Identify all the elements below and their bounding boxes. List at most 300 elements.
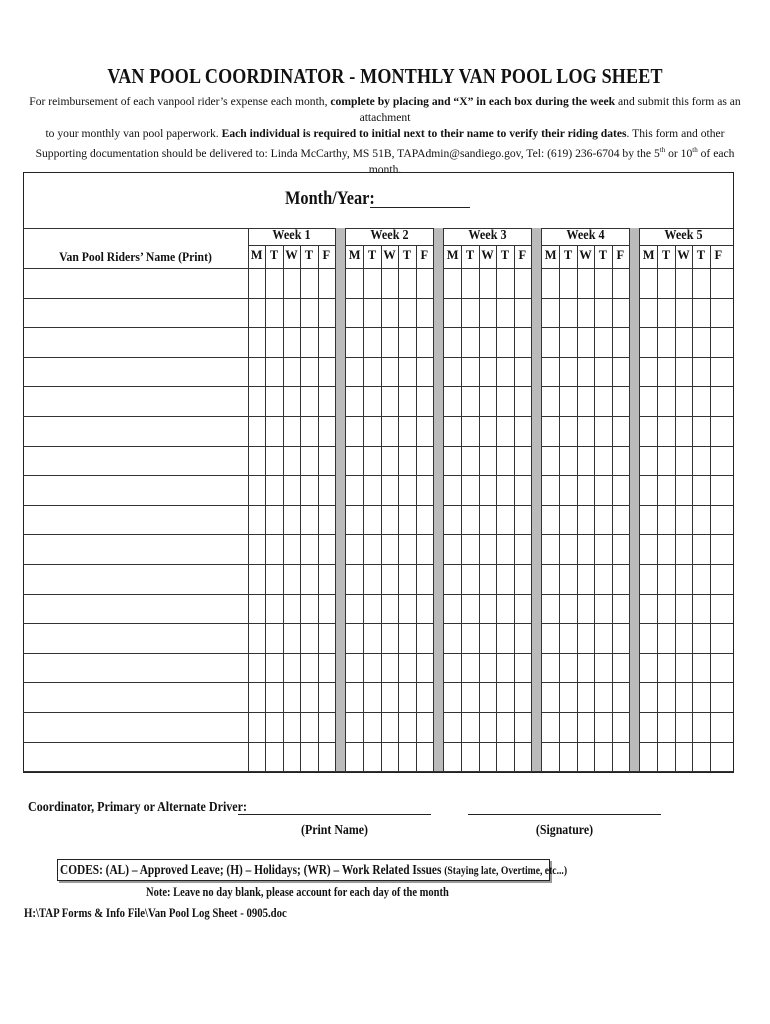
day-checkbox-cell[interactable] [417, 269, 432, 297]
day-checkbox-cell[interactable] [595, 328, 610, 356]
print-name-field[interactable] [238, 814, 431, 815]
day-checkbox-cell[interactable] [462, 417, 477, 445]
day-checkbox-cell[interactable] [480, 476, 495, 504]
day-checkbox-cell[interactable] [249, 624, 264, 652]
day-checkbox-cell[interactable] [249, 358, 264, 386]
day-checkbox-cell[interactable] [266, 654, 281, 682]
day-checkbox-cell[interactable] [480, 713, 495, 741]
day-checkbox-cell[interactable] [319, 565, 334, 593]
day-checkbox-cell[interactable] [480, 328, 495, 356]
day-checkbox-cell[interactable] [382, 535, 397, 563]
day-checkbox-cell[interactable] [364, 476, 379, 504]
day-checkbox-cell[interactable] [543, 565, 558, 593]
day-checkbox-cell[interactable] [711, 269, 726, 297]
day-checkbox-cell[interactable] [641, 743, 656, 771]
day-checkbox-cell[interactable] [249, 269, 264, 297]
rider-name-cell[interactable] [24, 447, 247, 475]
day-checkbox-cell[interactable] [462, 683, 477, 711]
day-checkbox-cell[interactable] [658, 358, 673, 386]
day-checkbox-cell[interactable] [641, 565, 656, 593]
day-checkbox-cell[interactable] [417, 506, 432, 534]
day-checkbox-cell[interactable] [266, 447, 281, 475]
day-checkbox-cell[interactable] [613, 299, 628, 327]
day-checkbox-cell[interactable] [515, 713, 530, 741]
day-checkbox-cell[interactable] [462, 654, 477, 682]
day-checkbox-cell[interactable] [595, 624, 610, 652]
day-checkbox-cell[interactable] [249, 595, 264, 623]
day-checkbox-cell[interactable] [578, 624, 593, 652]
day-checkbox-cell[interactable] [382, 417, 397, 445]
day-checkbox-cell[interactable] [382, 683, 397, 711]
day-checkbox-cell[interactable] [266, 624, 281, 652]
day-checkbox-cell[interactable] [399, 269, 414, 297]
rider-name-cell[interactable] [24, 743, 247, 771]
day-checkbox-cell[interactable] [578, 654, 593, 682]
day-checkbox-cell[interactable] [445, 447, 460, 475]
day-checkbox-cell[interactable] [364, 595, 379, 623]
day-checkbox-cell[interactable] [249, 299, 264, 327]
day-checkbox-cell[interactable] [560, 358, 575, 386]
day-checkbox-cell[interactable] [641, 476, 656, 504]
day-checkbox-cell[interactable] [560, 535, 575, 563]
day-checkbox-cell[interactable] [364, 387, 379, 415]
rider-name-cell[interactable] [24, 299, 247, 327]
day-checkbox-cell[interactable] [382, 506, 397, 534]
day-checkbox-cell[interactable] [462, 328, 477, 356]
day-checkbox-cell[interactable] [560, 299, 575, 327]
day-checkbox-cell[interactable] [711, 328, 726, 356]
day-checkbox-cell[interactable] [676, 535, 691, 563]
day-checkbox-cell[interactable] [497, 565, 512, 593]
day-checkbox-cell[interactable] [445, 387, 460, 415]
day-checkbox-cell[interactable] [301, 713, 316, 741]
day-checkbox-cell[interactable] [266, 595, 281, 623]
day-checkbox-cell[interactable] [284, 476, 299, 504]
day-checkbox-cell[interactable] [347, 713, 362, 741]
day-checkbox-cell[interactable] [462, 358, 477, 386]
day-checkbox-cell[interactable] [417, 358, 432, 386]
day-checkbox-cell[interactable] [284, 387, 299, 415]
rider-name-cell[interactable] [24, 328, 247, 356]
day-checkbox-cell[interactable] [347, 654, 362, 682]
day-checkbox-cell[interactable] [462, 535, 477, 563]
day-checkbox-cell[interactable] [462, 595, 477, 623]
rider-name-cell[interactable] [24, 417, 247, 445]
day-checkbox-cell[interactable] [613, 713, 628, 741]
day-checkbox-cell[interactable] [364, 654, 379, 682]
day-checkbox-cell[interactable] [364, 299, 379, 327]
day-checkbox-cell[interactable] [382, 565, 397, 593]
day-checkbox-cell[interactable] [364, 417, 379, 445]
day-checkbox-cell[interactable] [543, 299, 558, 327]
day-checkbox-cell[interactable] [676, 624, 691, 652]
day-checkbox-cell[interactable] [319, 535, 334, 563]
day-checkbox-cell[interactable] [445, 654, 460, 682]
day-checkbox-cell[interactable] [399, 417, 414, 445]
day-checkbox-cell[interactable] [462, 506, 477, 534]
day-checkbox-cell[interactable] [711, 299, 726, 327]
day-checkbox-cell[interactable] [658, 447, 673, 475]
day-checkbox-cell[interactable] [515, 269, 530, 297]
day-checkbox-cell[interactable] [693, 299, 708, 327]
day-checkbox-cell[interactable] [284, 447, 299, 475]
day-checkbox-cell[interactable] [543, 328, 558, 356]
day-checkbox-cell[interactable] [249, 387, 264, 415]
day-checkbox-cell[interactable] [364, 624, 379, 652]
day-checkbox-cell[interactable] [399, 624, 414, 652]
day-checkbox-cell[interactable] [462, 565, 477, 593]
day-checkbox-cell[interactable] [462, 447, 477, 475]
day-checkbox-cell[interactable] [578, 743, 593, 771]
day-checkbox-cell[interactable] [641, 683, 656, 711]
day-checkbox-cell[interactable] [249, 506, 264, 534]
day-checkbox-cell[interactable] [284, 358, 299, 386]
day-checkbox-cell[interactable] [693, 447, 708, 475]
day-checkbox-cell[interactable] [693, 743, 708, 771]
day-checkbox-cell[interactable] [284, 683, 299, 711]
day-checkbox-cell[interactable] [543, 358, 558, 386]
day-checkbox-cell[interactable] [382, 447, 397, 475]
day-checkbox-cell[interactable] [266, 328, 281, 356]
day-checkbox-cell[interactable] [693, 713, 708, 741]
day-checkbox-cell[interactable] [249, 713, 264, 741]
day-checkbox-cell[interactable] [515, 743, 530, 771]
day-checkbox-cell[interactable] [319, 683, 334, 711]
rider-name-cell[interactable] [24, 476, 247, 504]
day-checkbox-cell[interactable] [515, 447, 530, 475]
day-checkbox-cell[interactable] [658, 624, 673, 652]
day-checkbox-cell[interactable] [693, 654, 708, 682]
day-checkbox-cell[interactable] [445, 417, 460, 445]
day-checkbox-cell[interactable] [284, 565, 299, 593]
day-checkbox-cell[interactable] [711, 417, 726, 445]
day-checkbox-cell[interactable] [284, 269, 299, 297]
day-checkbox-cell[interactable] [382, 654, 397, 682]
day-checkbox-cell[interactable] [266, 743, 281, 771]
day-checkbox-cell[interactable] [641, 535, 656, 563]
day-checkbox-cell[interactable] [364, 506, 379, 534]
day-checkbox-cell[interactable] [266, 506, 281, 534]
day-checkbox-cell[interactable] [266, 476, 281, 504]
day-checkbox-cell[interactable] [399, 328, 414, 356]
day-checkbox-cell[interactable] [543, 417, 558, 445]
day-checkbox-cell[interactable] [417, 387, 432, 415]
day-checkbox-cell[interactable] [301, 654, 316, 682]
day-checkbox-cell[interactable] [319, 595, 334, 623]
day-checkbox-cell[interactable] [515, 476, 530, 504]
day-checkbox-cell[interactable] [399, 683, 414, 711]
day-checkbox-cell[interactable] [399, 713, 414, 741]
day-checkbox-cell[interactable] [319, 299, 334, 327]
day-checkbox-cell[interactable] [399, 565, 414, 593]
day-checkbox-cell[interactable] [399, 299, 414, 327]
day-checkbox-cell[interactable] [301, 476, 316, 504]
day-checkbox-cell[interactable] [497, 269, 512, 297]
day-checkbox-cell[interactable] [347, 387, 362, 415]
day-checkbox-cell[interactable] [266, 565, 281, 593]
day-checkbox-cell[interactable] [658, 417, 673, 445]
day-checkbox-cell[interactable] [417, 447, 432, 475]
day-checkbox-cell[interactable] [364, 683, 379, 711]
day-checkbox-cell[interactable] [560, 565, 575, 593]
day-checkbox-cell[interactable] [613, 743, 628, 771]
day-checkbox-cell[interactable] [613, 595, 628, 623]
day-checkbox-cell[interactable] [578, 299, 593, 327]
day-checkbox-cell[interactable] [693, 506, 708, 534]
day-checkbox-cell[interactable] [613, 476, 628, 504]
day-checkbox-cell[interactable] [417, 565, 432, 593]
day-checkbox-cell[interactable] [497, 358, 512, 386]
day-checkbox-cell[interactable] [382, 299, 397, 327]
day-checkbox-cell[interactable] [266, 683, 281, 711]
day-checkbox-cell[interactable] [560, 743, 575, 771]
day-checkbox-cell[interactable] [515, 624, 530, 652]
day-checkbox-cell[interactable] [578, 683, 593, 711]
day-checkbox-cell[interactable] [249, 476, 264, 504]
day-checkbox-cell[interactable] [693, 387, 708, 415]
day-checkbox-cell[interactable] [266, 417, 281, 445]
day-checkbox-cell[interactable] [693, 476, 708, 504]
day-checkbox-cell[interactable] [319, 624, 334, 652]
day-checkbox-cell[interactable] [319, 387, 334, 415]
day-checkbox-cell[interactable] [595, 565, 610, 593]
day-checkbox-cell[interactable] [301, 299, 316, 327]
day-checkbox-cell[interactable] [676, 299, 691, 327]
day-checkbox-cell[interactable] [319, 476, 334, 504]
day-checkbox-cell[interactable] [641, 654, 656, 682]
day-checkbox-cell[interactable] [560, 713, 575, 741]
day-checkbox-cell[interactable] [578, 269, 593, 297]
day-checkbox-cell[interactable] [266, 535, 281, 563]
day-checkbox-cell[interactable] [578, 506, 593, 534]
day-checkbox-cell[interactable] [578, 447, 593, 475]
day-checkbox-cell[interactable] [445, 624, 460, 652]
day-checkbox-cell[interactable] [595, 595, 610, 623]
day-checkbox-cell[interactable] [676, 743, 691, 771]
day-checkbox-cell[interactable] [480, 595, 495, 623]
day-checkbox-cell[interactable] [347, 535, 362, 563]
day-checkbox-cell[interactable] [319, 743, 334, 771]
day-checkbox-cell[interactable] [658, 328, 673, 356]
day-checkbox-cell[interactable] [578, 535, 593, 563]
day-checkbox-cell[interactable] [480, 269, 495, 297]
day-checkbox-cell[interactable] [515, 417, 530, 445]
day-checkbox-cell[interactable] [676, 358, 691, 386]
day-checkbox-cell[interactable] [641, 595, 656, 623]
rider-name-cell[interactable] [24, 683, 247, 711]
day-checkbox-cell[interactable] [658, 269, 673, 297]
day-checkbox-cell[interactable] [480, 624, 495, 652]
day-checkbox-cell[interactable] [595, 447, 610, 475]
day-checkbox-cell[interactable] [497, 328, 512, 356]
day-checkbox-cell[interactable] [249, 447, 264, 475]
day-checkbox-cell[interactable] [445, 299, 460, 327]
day-checkbox-cell[interactable] [347, 476, 362, 504]
day-checkbox-cell[interactable] [347, 506, 362, 534]
day-checkbox-cell[interactable] [417, 299, 432, 327]
day-checkbox-cell[interactable] [319, 328, 334, 356]
day-checkbox-cell[interactable] [676, 447, 691, 475]
day-checkbox-cell[interactable] [301, 743, 316, 771]
day-checkbox-cell[interactable] [301, 624, 316, 652]
day-checkbox-cell[interactable] [595, 683, 610, 711]
day-checkbox-cell[interactable] [693, 565, 708, 593]
day-checkbox-cell[interactable] [319, 654, 334, 682]
day-checkbox-cell[interactable] [445, 506, 460, 534]
day-checkbox-cell[interactable] [543, 535, 558, 563]
day-checkbox-cell[interactable] [266, 269, 281, 297]
day-checkbox-cell[interactable] [319, 447, 334, 475]
day-checkbox-cell[interactable] [613, 387, 628, 415]
rider-name-cell[interactable] [24, 713, 247, 741]
day-checkbox-cell[interactable] [249, 683, 264, 711]
day-checkbox-cell[interactable] [711, 713, 726, 741]
day-checkbox-cell[interactable] [249, 565, 264, 593]
day-checkbox-cell[interactable] [641, 387, 656, 415]
day-checkbox-cell[interactable] [284, 506, 299, 534]
day-checkbox-cell[interactable] [445, 565, 460, 593]
day-checkbox-cell[interactable] [399, 595, 414, 623]
day-checkbox-cell[interactable] [676, 269, 691, 297]
day-checkbox-cell[interactable] [266, 713, 281, 741]
day-checkbox-cell[interactable] [613, 535, 628, 563]
day-checkbox-cell[interactable] [382, 713, 397, 741]
day-checkbox-cell[interactable] [347, 358, 362, 386]
day-checkbox-cell[interactable] [445, 595, 460, 623]
day-checkbox-cell[interactable] [497, 535, 512, 563]
day-checkbox-cell[interactable] [595, 299, 610, 327]
day-checkbox-cell[interactable] [462, 269, 477, 297]
day-checkbox-cell[interactable] [613, 447, 628, 475]
day-checkbox-cell[interactable] [658, 476, 673, 504]
day-checkbox-cell[interactable] [364, 447, 379, 475]
day-checkbox-cell[interactable] [676, 654, 691, 682]
rider-name-cell[interactable] [24, 506, 247, 534]
day-checkbox-cell[interactable] [364, 565, 379, 593]
day-checkbox-cell[interactable] [382, 269, 397, 297]
day-checkbox-cell[interactable] [613, 328, 628, 356]
day-checkbox-cell[interactable] [711, 506, 726, 534]
day-checkbox-cell[interactable] [382, 387, 397, 415]
day-checkbox-cell[interactable] [658, 683, 673, 711]
day-checkbox-cell[interactable] [301, 683, 316, 711]
day-checkbox-cell[interactable] [266, 387, 281, 415]
day-checkbox-cell[interactable] [462, 387, 477, 415]
day-checkbox-cell[interactable] [676, 713, 691, 741]
day-checkbox-cell[interactable] [417, 743, 432, 771]
day-checkbox-cell[interactable] [658, 713, 673, 741]
day-checkbox-cell[interactable] [301, 447, 316, 475]
day-checkbox-cell[interactable] [497, 506, 512, 534]
day-checkbox-cell[interactable] [480, 743, 495, 771]
day-checkbox-cell[interactable] [676, 506, 691, 534]
day-checkbox-cell[interactable] [480, 447, 495, 475]
day-checkbox-cell[interactable] [480, 417, 495, 445]
day-checkbox-cell[interactable] [445, 713, 460, 741]
day-checkbox-cell[interactable] [543, 387, 558, 415]
day-checkbox-cell[interactable] [301, 328, 316, 356]
day-checkbox-cell[interactable] [711, 358, 726, 386]
day-checkbox-cell[interactable] [595, 743, 610, 771]
day-checkbox-cell[interactable] [711, 535, 726, 563]
day-checkbox-cell[interactable] [676, 328, 691, 356]
day-checkbox-cell[interactable] [595, 387, 610, 415]
day-checkbox-cell[interactable] [480, 683, 495, 711]
day-checkbox-cell[interactable] [445, 269, 460, 297]
day-checkbox-cell[interactable] [578, 595, 593, 623]
day-checkbox-cell[interactable] [399, 654, 414, 682]
day-checkbox-cell[interactable] [497, 299, 512, 327]
day-checkbox-cell[interactable] [284, 743, 299, 771]
day-checkbox-cell[interactable] [364, 358, 379, 386]
day-checkbox-cell[interactable] [641, 713, 656, 741]
day-checkbox-cell[interactable] [445, 743, 460, 771]
day-checkbox-cell[interactable] [658, 743, 673, 771]
day-checkbox-cell[interactable] [711, 624, 726, 652]
day-checkbox-cell[interactable] [658, 535, 673, 563]
day-checkbox-cell[interactable] [497, 654, 512, 682]
day-checkbox-cell[interactable] [347, 595, 362, 623]
day-checkbox-cell[interactable] [364, 328, 379, 356]
day-checkbox-cell[interactable] [543, 654, 558, 682]
day-checkbox-cell[interactable] [399, 387, 414, 415]
day-checkbox-cell[interactable] [301, 595, 316, 623]
day-checkbox-cell[interactable] [693, 328, 708, 356]
day-checkbox-cell[interactable] [445, 358, 460, 386]
day-checkbox-cell[interactable] [249, 535, 264, 563]
day-checkbox-cell[interactable] [676, 595, 691, 623]
day-checkbox-cell[interactable] [578, 358, 593, 386]
day-checkbox-cell[interactable] [711, 447, 726, 475]
day-checkbox-cell[interactable] [543, 447, 558, 475]
day-checkbox-cell[interactable] [711, 595, 726, 623]
day-checkbox-cell[interactable] [613, 654, 628, 682]
day-checkbox-cell[interactable] [347, 328, 362, 356]
day-checkbox-cell[interactable] [711, 654, 726, 682]
day-checkbox-cell[interactable] [515, 506, 530, 534]
day-checkbox-cell[interactable] [578, 387, 593, 415]
day-checkbox-cell[interactable] [382, 595, 397, 623]
day-checkbox-cell[interactable] [515, 535, 530, 563]
day-checkbox-cell[interactable] [515, 654, 530, 682]
day-checkbox-cell[interactable] [676, 417, 691, 445]
rider-name-cell[interactable] [24, 624, 247, 652]
day-checkbox-cell[interactable] [641, 299, 656, 327]
day-checkbox-cell[interactable] [445, 328, 460, 356]
day-checkbox-cell[interactable] [595, 417, 610, 445]
day-checkbox-cell[interactable] [658, 299, 673, 327]
day-checkbox-cell[interactable] [515, 683, 530, 711]
day-checkbox-cell[interactable] [319, 358, 334, 386]
rider-name-cell[interactable] [24, 535, 247, 563]
day-checkbox-cell[interactable] [515, 358, 530, 386]
day-checkbox-cell[interactable] [543, 476, 558, 504]
day-checkbox-cell[interactable] [641, 506, 656, 534]
day-checkbox-cell[interactable] [711, 743, 726, 771]
day-checkbox-cell[interactable] [417, 535, 432, 563]
rider-name-cell[interactable] [24, 565, 247, 593]
day-checkbox-cell[interactable] [578, 328, 593, 356]
day-checkbox-cell[interactable] [382, 328, 397, 356]
day-checkbox-cell[interactable] [417, 654, 432, 682]
day-checkbox-cell[interactable] [578, 417, 593, 445]
day-checkbox-cell[interactable] [641, 328, 656, 356]
day-checkbox-cell[interactable] [249, 743, 264, 771]
day-checkbox-cell[interactable] [676, 565, 691, 593]
day-checkbox-cell[interactable] [613, 269, 628, 297]
day-checkbox-cell[interactable] [399, 447, 414, 475]
day-checkbox-cell[interactable] [543, 713, 558, 741]
